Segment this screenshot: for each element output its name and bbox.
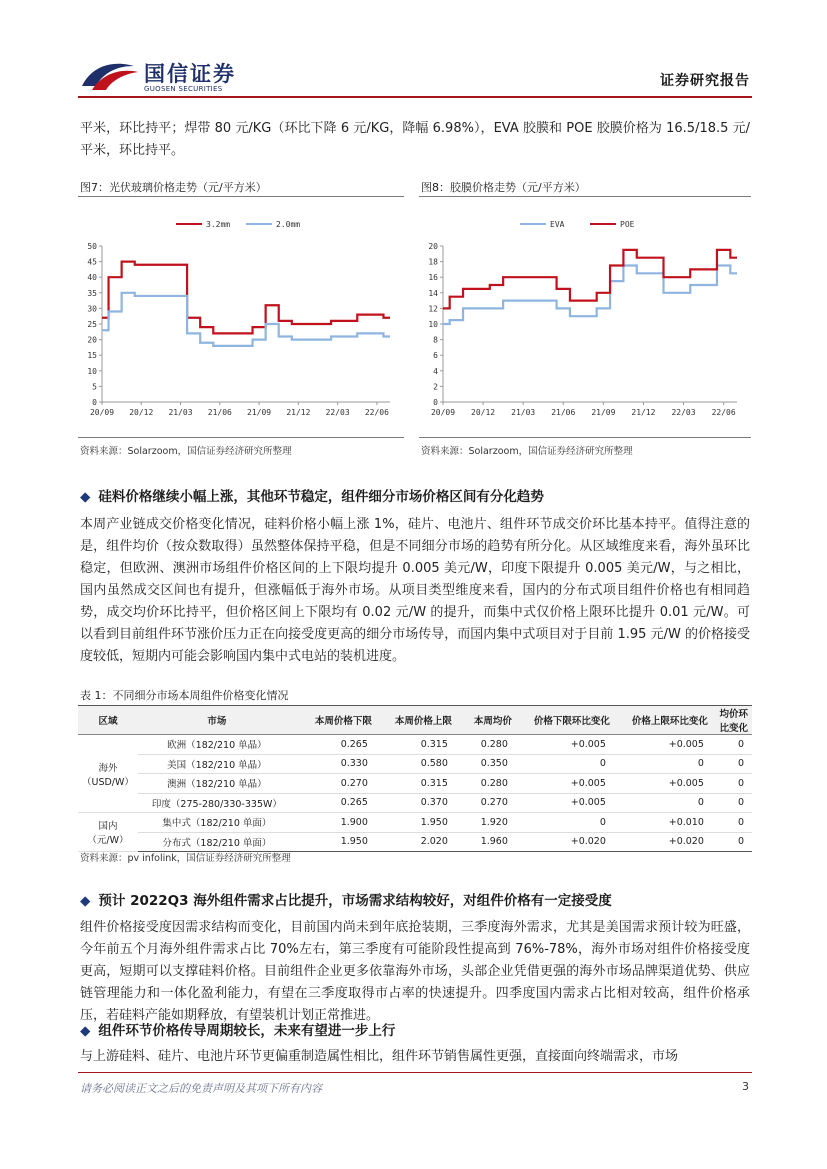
footer-divider bbox=[78, 1072, 752, 1073]
price-table bbox=[78, 705, 752, 852]
market-cell: 美国（182/210 单晶） bbox=[138, 754, 296, 774]
region-unit: （元/W） bbox=[87, 835, 129, 846]
x-tick-label: 22/06 bbox=[364, 408, 389, 417]
x-tick-label: 20/09 bbox=[89, 408, 115, 417]
table-header: 市场 bbox=[138, 706, 296, 735]
header-divider bbox=[78, 96, 752, 98]
y-tick-label: 30 bbox=[87, 304, 97, 314]
y-tick-label: 25 bbox=[87, 320, 97, 329]
x-tick-label: 20/12 bbox=[129, 408, 154, 417]
table-header: 区域 bbox=[78, 706, 138, 735]
region-unit: （USD/W） bbox=[82, 776, 134, 788]
fig8-source: 资料来源：Solarzoom，国信证券经济研究所整理 bbox=[421, 446, 633, 457]
fig7-top-rule bbox=[78, 196, 404, 197]
high-cell: 1.950 bbox=[376, 813, 456, 833]
table-row bbox=[78, 754, 752, 774]
market-cell: 印度（275-280/330-335W） bbox=[138, 793, 296, 813]
diamond-bullet-icon: ◆ bbox=[80, 489, 91, 505]
y-tick-label: 45 bbox=[87, 257, 97, 267]
legend-label: 3.2mm bbox=[206, 220, 231, 229]
high-cell: 2.020 bbox=[376, 832, 456, 852]
series-line-3.2mm bbox=[102, 262, 390, 334]
fig7-title: 图7：光伏玻璃价格走势（元/平方米） bbox=[80, 181, 267, 194]
x-tick-label: 21/09 bbox=[591, 408, 616, 417]
y-tick-label: 5 bbox=[92, 382, 97, 392]
series-line-2.0mm bbox=[102, 293, 390, 346]
low-cell: 0.265 bbox=[296, 793, 376, 813]
legend-label: 2.0mm bbox=[276, 220, 301, 229]
avg-cell: 0.280 bbox=[456, 774, 516, 794]
y-tick-label: 2 bbox=[433, 382, 438, 392]
dlow-cell: 0 bbox=[516, 813, 614, 833]
x-tick-label: 21/12 bbox=[286, 408, 311, 417]
davg-cell: 0 bbox=[712, 735, 752, 755]
table1-title: 表 1：不同细分市场本周组件价格变化情况 bbox=[80, 689, 289, 702]
davg-cell: 0 bbox=[712, 832, 752, 852]
low-cell: 0.265 bbox=[296, 735, 376, 755]
logo-name-en: GUOSEN SECURITIES bbox=[144, 85, 223, 93]
dhigh-cell: 0 bbox=[614, 793, 712, 813]
section3-heading-text: 组件环节价格传导周期较长，未来有望进一步上行 bbox=[98, 1023, 396, 1039]
dhigh-cell: 0 bbox=[614, 754, 712, 774]
logo-mark-icon bbox=[78, 56, 140, 96]
high-cell: 0.580 bbox=[376, 754, 456, 774]
fig7-chart bbox=[78, 204, 404, 432]
dlow-cell: +0.005 bbox=[516, 793, 614, 813]
table-row bbox=[78, 813, 752, 833]
x-tick-label: 22/06 bbox=[711, 408, 736, 417]
intro-paragraph: 平米，环比持平；焊带 80 元/KG（环比下降 6 元/KG，降幅 6.98%），EVA 胶膜和 POE 胶膜价格为 16.5/18.5 元/平米，环比持平。 bbox=[80, 121, 750, 158]
y-tick-label: 8 bbox=[433, 335, 438, 345]
table-header: 本周价格上限 bbox=[376, 706, 456, 735]
y-tick-label: 4 bbox=[433, 366, 438, 376]
section1-heading-text: 硅料价格继续小幅上涨，其他环节稳定，组件细分市场价格区间有分化趋势 bbox=[98, 489, 544, 505]
region-cell bbox=[78, 735, 138, 813]
avg-cell: 0.280 bbox=[456, 735, 516, 755]
section3-heading bbox=[80, 1019, 395, 1039]
y-tick-label: 16 bbox=[428, 273, 438, 283]
dhigh-cell: +0.005 bbox=[614, 735, 712, 755]
fig7-bottom-rule bbox=[78, 437, 404, 438]
avg-cell: 1.920 bbox=[456, 813, 516, 833]
high-cell: 0.315 bbox=[376, 774, 456, 794]
section1-heading bbox=[80, 485, 544, 505]
dhigh-cell: +0.020 bbox=[614, 832, 712, 852]
x-tick-label: 20/12 bbox=[471, 408, 496, 417]
dlow-cell: +0.005 bbox=[516, 735, 614, 755]
high-cell: 0.315 bbox=[376, 735, 456, 755]
market-cell: 分布式（182/210 单面） bbox=[138, 832, 296, 852]
y-tick-label: 18 bbox=[428, 257, 438, 267]
dlow-cell: +0.005 bbox=[516, 774, 614, 794]
dhigh-cell: +0.005 bbox=[614, 774, 712, 794]
page-number: 3 bbox=[742, 1080, 749, 1093]
section2-body: 组件价格接受度因需求结构而变化，目前国内尚未到年底抢装期，三季度海外需求，尤其是美国需求预计较为旺盛，今年前五个月海外组件需求占比 70%左右，第三季度有可能阶段性提高到 76%-78%，海外市场对组件价格接受度更高，短期可以支撑硅料价格。目前组件企业更多依靠海外市场，头部企业凭借更强的海外市场品牌渠道优势、供应链管理能力和一体化盈利能力，有望在三季度取得市占率的快速提升。四季度国内需求占比相对较高，组件价格承压，若硅料产能如期释放，有望装机计划正常推进。 bbox=[80, 920, 750, 1023]
davg-cell: 0 bbox=[712, 813, 752, 833]
low-cell: 1.950 bbox=[296, 832, 376, 852]
x-tick-label: 21/03 bbox=[511, 408, 536, 417]
fig8-title: 图8：胶膜价格走势（元/平方米） bbox=[421, 181, 586, 194]
y-tick-label: 12 bbox=[428, 304, 438, 314]
x-tick-label: 21/06 bbox=[551, 408, 576, 417]
y-tick-label: 0 bbox=[433, 398, 438, 407]
report-type: 证券研究报告 bbox=[660, 73, 750, 89]
y-tick-label: 35 bbox=[87, 288, 97, 298]
table-row bbox=[78, 735, 752, 755]
fig7-source: 资料来源：Solarzoom，国信证券经济研究所整理 bbox=[80, 446, 292, 457]
fig8-top-rule bbox=[419, 196, 751, 197]
footer-disclaimer: 请务必阅读正文之后的免责声明及其项下所有内容 bbox=[80, 1082, 322, 1095]
low-cell: 1.900 bbox=[296, 813, 376, 833]
table-header: 价格下限环比变化 bbox=[516, 706, 614, 735]
region-label: 海外 bbox=[98, 762, 118, 774]
avg-cell: 0.270 bbox=[456, 793, 516, 813]
y-tick-label: 50 bbox=[87, 242, 97, 251]
table-header: 本周均价 bbox=[456, 706, 516, 735]
low-cell: 0.330 bbox=[296, 754, 376, 774]
region-label: 国内 bbox=[98, 821, 118, 832]
y-tick-label: 20 bbox=[87, 335, 97, 345]
dhigh-cell: +0.010 bbox=[614, 813, 712, 833]
y-tick-label: 20 bbox=[428, 242, 438, 251]
market-cell: 欧洲（182/210 单晶） bbox=[138, 735, 296, 755]
legend-label: EVA bbox=[550, 220, 565, 229]
series-line-EVA bbox=[443, 266, 737, 325]
table1-source: 资料来源：pv infolink，国信证券经济研究所整理 bbox=[80, 853, 291, 864]
low-cell: 0.270 bbox=[296, 774, 376, 794]
davg-cell: 0 bbox=[712, 793, 752, 813]
y-tick-label: 15 bbox=[87, 351, 97, 361]
table-header-row bbox=[78, 706, 752, 735]
logo-name-cn: 国信证券 bbox=[144, 62, 236, 86]
x-tick-label: 22/03 bbox=[325, 408, 350, 417]
y-tick-label: 14 bbox=[428, 288, 438, 298]
y-tick-label: 0 bbox=[92, 398, 97, 407]
section2-heading-text: 预计 2022Q3 海外组件需求占比提升，市场需求结构较好，对组件价格有一定接受度 bbox=[98, 893, 612, 909]
avg-cell: 1.960 bbox=[456, 832, 516, 852]
dlow-cell: 0 bbox=[516, 754, 614, 774]
x-tick-label: 21/09 bbox=[247, 408, 272, 417]
table-row bbox=[78, 793, 752, 813]
legend-label: POE bbox=[620, 220, 635, 229]
x-tick-label: 20/09 bbox=[430, 408, 456, 417]
series-line-POE bbox=[443, 250, 737, 309]
table-header: 价格上限环比变化 bbox=[614, 706, 712, 735]
davg-cell: 0 bbox=[712, 774, 752, 794]
section1-body: 本周产业链成交价格变化情况，硅料价格小幅上涨 1%，硅片、电池片、组件环节成交价环比基本持平。值得注意的是，组件均价（按众数取得）虽然整体保持平稳，但是不同细分市场的趋势有所分化。从区域维度来看，海外虽环比稳定，但欧洲、澳洲市场组件价格区间的上下限均提升 0.005 美元/W，印度下限提升 0.005 美元/W，与之相比，国内虽然成交区间也有提升，但涨幅低于海外市场。从项目类型维度来看，国内的分布式项目组件价格也有相同趋势，成交均价环比持平，但价格区间上下限均有 0.02 元/W 的提升，而集中式仅价格上限环比提升 0.01 元/W。可以看到目前组件环节涨价压力正在向接受度更高的细分市场传导，而国内集中式项目对于目前 1.95 元/W 的价格接受度较低，短期内可能会影响国内集中式电站的装机进度。 bbox=[80, 517, 750, 664]
y-tick-label: 6 bbox=[433, 351, 438, 361]
y-tick-label: 10 bbox=[428, 320, 438, 329]
dlow-cell: +0.020 bbox=[516, 832, 614, 852]
y-tick-label: 10 bbox=[87, 366, 97, 376]
table-row bbox=[78, 832, 752, 852]
logo bbox=[78, 56, 238, 96]
x-tick-label: 21/03 bbox=[168, 408, 193, 417]
section2-heading bbox=[80, 889, 612, 909]
fig8-chart bbox=[419, 204, 751, 432]
x-tick-label: 22/03 bbox=[671, 408, 696, 417]
fig8-bottom-rule bbox=[419, 437, 751, 438]
table-row bbox=[78, 774, 752, 794]
market-cell: 集中式（182/210 单面） bbox=[138, 813, 296, 833]
region-cell bbox=[78, 813, 138, 852]
high-cell: 0.370 bbox=[376, 793, 456, 813]
table-header: 均价环比变化 bbox=[712, 706, 752, 735]
diamond-bullet-icon: ◆ bbox=[80, 1023, 91, 1039]
avg-cell: 0.350 bbox=[456, 754, 516, 774]
davg-cell: 0 bbox=[712, 754, 752, 774]
y-tick-label: 40 bbox=[87, 273, 97, 283]
x-tick-label: 21/06 bbox=[207, 408, 232, 417]
table-header: 本周价格下限 bbox=[296, 706, 376, 735]
x-tick-label: 21/12 bbox=[631, 408, 656, 417]
diamond-bullet-icon: ◆ bbox=[80, 893, 91, 909]
market-cell: 澳洲（182/210 单晶） bbox=[138, 774, 296, 794]
